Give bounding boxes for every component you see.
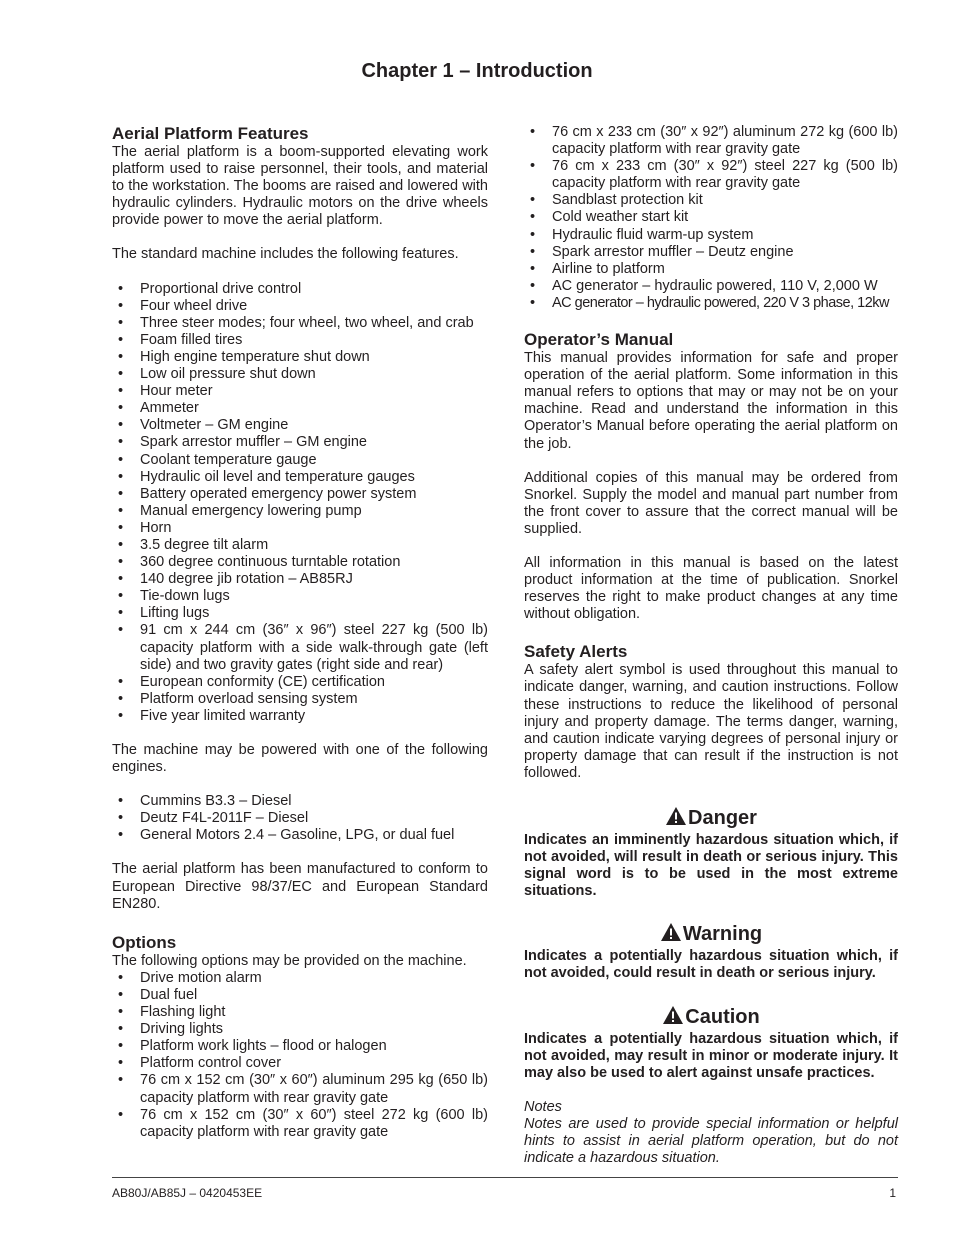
engines-list [112,793,488,844]
caution-heading [524,1005,898,1031]
footer-doc-id: AB80J/AB85J – 0420453EE [112,1186,263,1200]
manual-p2: Additional copies of this manual may be ordered from Snorkel. Supply the model and manual part number from the front cover to assure that the correct manual will be supplied. [524,469,898,537]
danger-heading [524,806,898,832]
standard-intro: The standard machine includes the following features. [112,246,459,263]
list-item: • 140 degree jib rotation – AB85RJ [112,571,488,588]
list-item: • Hour meter [112,383,488,400]
list-item: • 3.5 degree tilt alarm [112,537,488,554]
options-list [112,970,488,1141]
list-item: • 76 cm x 233 cm (30″ x 92″) steel 227 kg (500 lb) capacity platform with rear gravity gate [524,158,898,192]
list-item: • AC generator – hydraulic powered, 220 V 3 phase, 12kw [524,295,898,312]
options-list-continued [524,124,898,312]
list-item: • Manual emergency lowering pump [112,503,488,520]
list-item: • Hydraulic fluid warm-up system [524,227,898,244]
warning-triangle-icon [665,806,687,832]
list-item: • Dual fuel [112,987,488,1004]
list-item: • Low oil pressure shut down [112,366,488,383]
list-item: • Horn [112,520,488,537]
options-heading: Options [112,932,177,952]
list-item: • Ammeter [112,400,488,417]
features-intro: The aerial platform is a boom-supported elevating work platform used to raise personnel, their tools, and material to the workstation. The booms are raised and lowered with hydraulic cylinders. Hydraulic motors on the drive wheels provide power to move the aerial platform. [112,144,488,229]
conformity-text: The aerial platform has been manufactured to conform to European Directive 98/37/EC and European Standard EN280. [112,861,488,912]
safety-intro: A safety alert symbol is used throughout this manual to indicate danger, warning, and caution instructions. Follow these instructions to reduce the likelihood of personal injury and property damage. The terms danger, warning, and caution indicate varying degrees of personal injury or property damage that can result if the instruction is not followed. [524,662,898,781]
list-item: • 76 cm x 152 cm (30″ x 60″) steel 272 kg (600 lb) capacity platform with rear gravity gate [112,1107,488,1141]
list-item: • European conformity (CE) certification [112,674,488,691]
warning-text: Indicates a potentially hazardous situation which, if not avoided, could result in death or serious injury. [524,948,898,982]
warning-title: Warning [682,923,763,946]
list-item: • Four wheel drive [112,298,488,315]
danger-text: Indicates an imminently hazardous situation which, if not avoided, will result in death or serious injury. This signal word is to be used in the most extreme situations. [524,832,898,900]
options-intro: The following options may be provided on the machine. [112,952,467,969]
list-item: • Three steer modes; four wheel, two wheel, and crab [112,315,488,332]
list-item: • General Motors 2.4 – Gasoline, LPG, or dual fuel [112,827,488,844]
list-item: • 360 degree continuous turntable rotation [112,554,488,571]
list-item: • Spark arrestor muffler – Deutz engine [524,244,898,261]
list-item: • High engine temperature shut down [112,349,488,366]
manual-p1: This manual provides information for safe and proper operation of the aerial platform. Some information in this manual refers to options that may or may not be on your machine. Read and understand the information in this Operator’s Manual before operating the aerial platform on the job. [524,350,898,452]
list-item: • Platform overload sensing system [112,691,488,708]
list-item: • Driving lights [112,1021,488,1038]
list-item: • Voltmeter – GM engine [112,417,488,434]
notes-text: Notes are used to provide special information or helpful hints to assist in aerial platform operation, but do not indicate a hazardous situation. [524,1115,898,1167]
manual-p3: All information in this manual is based on the latest product information at the time of publication. Snorkel reserves the right to make product changes at any time without obligation. [524,554,898,623]
list-item: • Foam filled tires [112,332,488,349]
page-title: Chapter 1 – Introduction [361,60,593,82]
list-item: • Sandblast protection kit [524,192,898,209]
notes-title: Notes [524,1098,562,1115]
list-item: • Cold weather start kit [524,209,898,226]
list-item: • Hydraulic oil level and temperature gauges [112,469,488,486]
manual-heading: Operator’s Manual [524,330,674,350]
safety-heading: Safety Alerts [524,642,628,662]
caution-text: Indicates a potentially hazardous situation which, if not avoided, may result in minor or moderate injury. It may also be used to alert against unsafe practices. [524,1030,898,1081]
list-item: • Lifting lugs [112,605,488,622]
list-item: • Airline to platform [524,261,898,278]
warning-triangle-icon [662,1005,684,1031]
list-item: • 76 cm x 233 cm (30″ x 92″) aluminum 272 kg (600 lb) capacity platform with rear gravity gate [524,124,898,158]
list-item: • Proportional drive control [112,281,488,298]
page-number: 1 [889,1186,896,1200]
list-item: • Cummins B3.3 – Diesel [112,793,488,810]
list-item: • Platform control cover [112,1055,488,1072]
engines-intro: The machine may be powered with one of the following engines. [112,742,488,776]
features-list [112,281,488,725]
list-item: • Drive motion alarm [112,970,488,987]
list-item: • Flashing light [112,1004,488,1021]
list-item: • 91 cm x 244 cm (36″ x 96″) steel 227 kg (500 lb) capacity platform with a side walk-through gate (left side) and two gravity gates (right side and rear) [112,622,488,673]
warning-heading [524,922,898,948]
list-item: • Deutz F4L-2011F – Diesel [112,810,488,827]
list-item: • Tie-down lugs [112,588,488,605]
features-heading: Aerial Platform Features [112,124,309,143]
right-column [524,124,898,1167]
danger-title: Danger [688,807,757,829]
warning-triangle-icon [660,922,682,948]
footer-divider [112,1177,898,1178]
list-item: • Platform work lights – flood or halogen [112,1038,488,1055]
list-item: • Battery operated emergency power system [112,486,488,503]
list-item: • Spark arrestor muffler – GM engine [112,434,488,451]
list-item: • Coolant temperature gauge [112,452,488,469]
list-item: • Five year limited warranty [112,708,488,725]
caution-title: Caution [685,1005,760,1028]
list-item: • 76 cm x 152 cm (30″ x 60″) aluminum 295 kg (650 lb) capacity platform with rear gravity gate [112,1072,488,1106]
left-column [112,124,488,1141]
list-item: • AC generator – hydraulic powered, 110 V, 2,000 W [524,278,898,295]
